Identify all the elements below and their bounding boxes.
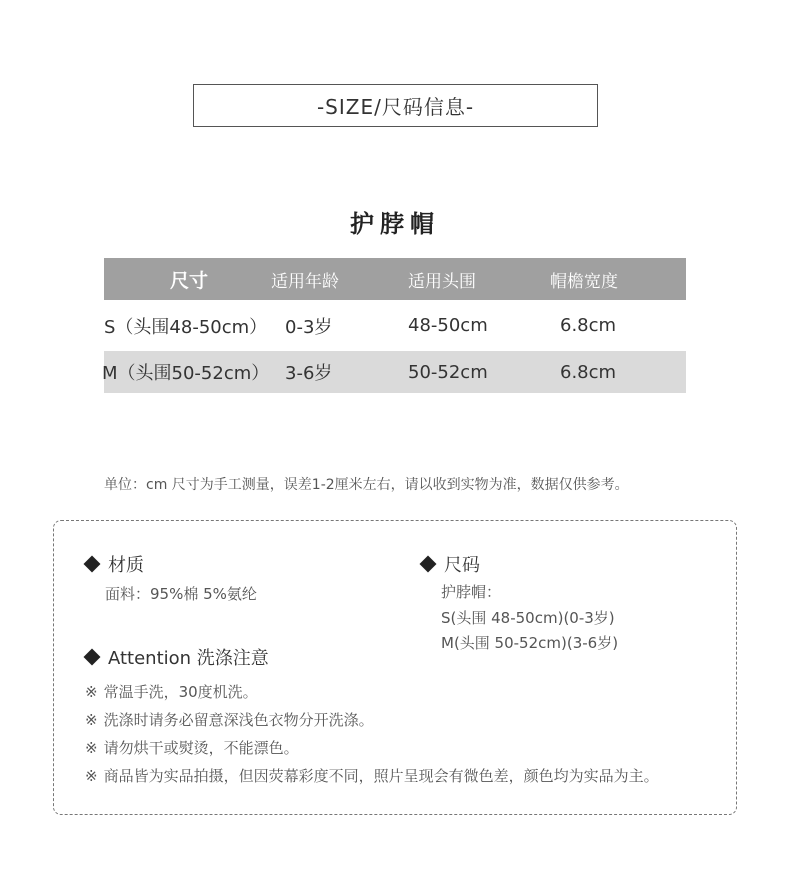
care-instruction-text: 商品皆为实品拍摄，但因荧幕彩度不同，照片呈现会有微色差，颜色均为实品为主。 (103, 767, 659, 785)
table-row (104, 300, 686, 351)
table-header-row (104, 258, 686, 300)
size-line: 护脖帽： (441, 583, 502, 601)
product-info-box (53, 520, 737, 815)
care-instruction-item (85, 737, 299, 758)
size-info-title: -SIZE/尺码信息- (316, 95, 475, 119)
material-title: 材质 (108, 555, 144, 576)
care-instruction-item (85, 681, 258, 702)
table-cell: 6.8cm (560, 361, 617, 383)
size-line: M(头围 50-52cm)(3-6岁) (441, 634, 619, 652)
reference-mark: ※ (85, 683, 98, 701)
material-text: 面料：95%棉 5%氨纶 (105, 585, 257, 603)
diamond-bullet-icon (84, 649, 101, 666)
size-line: S(头围 48-50cm)(0-3岁) (441, 609, 615, 627)
header-cell-age: 适用年龄 (271, 271, 339, 292)
reference-mark: ※ (85, 767, 98, 785)
table-cell: M（头围50-52cm） (102, 363, 270, 384)
care-instruction-item (85, 765, 659, 786)
size-section-title (419, 551, 480, 577)
table-cell: 3-6岁 (285, 363, 333, 384)
size-info-header (193, 84, 598, 127)
product-title: 护脖帽 (350, 210, 440, 238)
measurement-note: 单位：cm 尺寸为手工测量，误差1-2厘米左右，请以收到实物为准，数据仅供参考。 (104, 477, 629, 493)
attention-title: Attention 洗涤注意 (108, 648, 269, 669)
attention-section-title (83, 644, 269, 670)
table-cell: 6.8cm (560, 315, 617, 336)
care-instruction-text: 请勿烘干或熨烫，不能漂色。 (103, 739, 299, 757)
size-title: 尺码 (444, 555, 480, 576)
reference-mark: ※ (85, 711, 98, 729)
header-cell-head-circumference: 适用头围 (408, 271, 476, 292)
care-instruction-item (85, 709, 374, 730)
size-table (104, 258, 686, 393)
table-cell: 0-3岁 (285, 316, 333, 338)
care-instruction-text: 洗涤时请务必留意深浅色衣物分开洗涤。 (103, 711, 374, 729)
table-cell: 50-52cm (408, 361, 488, 383)
table-cell: 48-50cm (408, 315, 488, 336)
care-instruction-text: 常温手洗，30度机洗。 (103, 683, 258, 701)
reference-mark: ※ (85, 739, 98, 757)
table-row (104, 351, 686, 393)
material-section-title (83, 551, 144, 577)
header-cell-brim-width: 帽檐宽度 (550, 271, 618, 292)
table-cell: S（头围48-50cm） (104, 316, 268, 338)
diamond-bullet-icon (420, 556, 437, 573)
header-cell-size: 尺寸 (170, 269, 209, 292)
diamond-bullet-icon (84, 556, 101, 573)
